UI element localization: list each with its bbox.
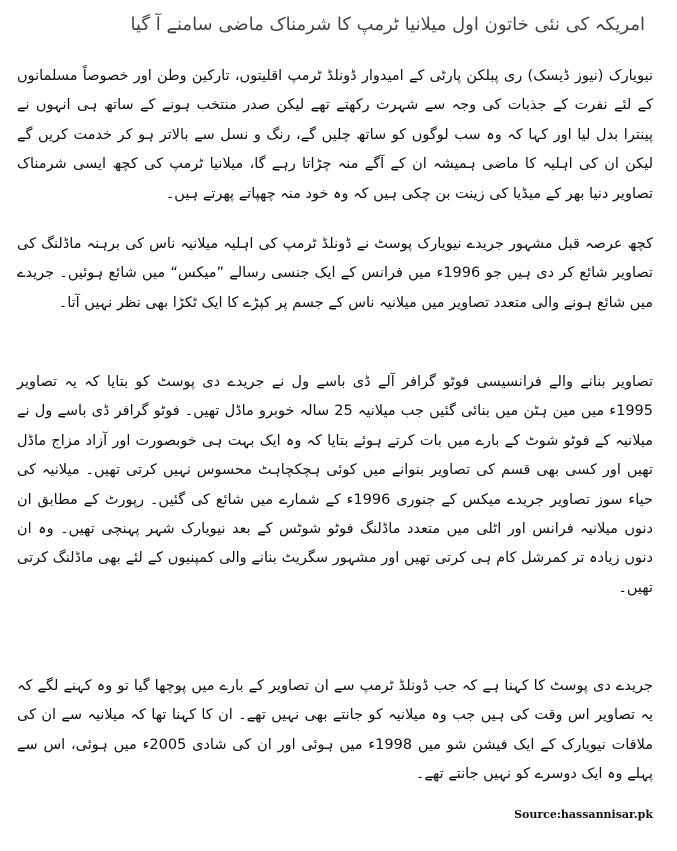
article-paragraph-3: تصاویر بنانے والے فرانسیسی فوٹو گرافر آلے ڈی باسے ول نے جریدے دی پوسٹ کو بتایا کہ یہ تصاویر 1995ء میں مین ہٹن میں بنائی گئیں جب میلانیہ 25 سالہ خوبرو ماڈل تھیں۔ فوٹو گرافر ڈی باسے ول نے میلانیہ کے فوٹو شوٹ کے بارے میں بات کرتے ہوئے بتایا کہ وہ ایک بہت ہی خوبصورت اور آزاد مزاج ماڈل تھیں اور کسی بھی قسم کی تصاویر بنوانے میں کوئی ہچکچاہٹ محسوس نہیں کرتی تھیں۔ میلانیہ کی حیاء سوز تصاویر جریدے میکس کے جنوری 1996ء کے شمارے میں شائع کی گئیں۔ رپورٹ کے مطابق ان دنوں میلانیہ فرانس اور اٹلی میں متعدد ماڈلنگ فوٹو شوٹس کے بعد نیویارک شہر پہنچی تھیں۔ وہ ان دنوں زیادہ تر کمرشل کام ہی کرتی تھیں اور مشہور سگریٹ بنانے والی کمپنیوں کے لئے بھی ماڈلنگ کرتی تھیں۔ [17,374,653,596]
source-credit: Source:hassannisar.pk [514,808,653,821]
article-title: امریکہ کی نئی خاتون اول میلانیا ٹرمپ کا شرمناک ماضی سامنے آ گیا [130,14,645,35]
article-paragraph-2: کچھ عرصہ قبل مشہور جریدے نیویارک پوسٹ نے ڈونلڈ ٹرمپ کی اہلیہ میلانیہ ناس کی برہنہ ماڈلنگ کی تصاویر شائع کر دی ہیں جو 1996ء میں فرانس کے ایک جنسی رسالے ”میکس“ میں شائع ہوئیں۔ جریدے میں شائع ہونے والی متعدد تصاویر میں میلانیہ ناس کے جسم پر کپڑے کا ایک ٹکڑا بھی نظر نہیں آتا۔ [17,236,653,311]
article-paragraph-1: نیویارک (نیوز ڈیسک) ری پبلکن پارٹی کے امیدوار ڈونلڈ ٹرمپ اقلیتوں، تارکین وطن اور خصوصاً مسلمانوں کے لئے نفرت کے جذبات کی وجہ سے شہرت رکھتے تھے لیکن صدر منتخب ہونے کے ساتھ ہی انہوں نے پینترا بدل لیا اور کہا کہ وہ سب لوگوں کو ساتھ چلیں گے، رنگ و نسل سے بالاتر ہو کر خدمت کریں گے لیکن ان کی اہلیہ کا ماضی ہمیشہ ان کے آگے منہ چڑاتا رہے گا، میلانیا ٹرمپ کی کچھ ایسی شرمناک تصاویر دنیا بھر کے میڈیا کی زینت بن چکی ہیں کہ وہ خود منہ چھپاتے پھرتے ہیں۔ [17,68,653,202]
article-paragraph-4: جریدے دی پوسٹ کا کہنا ہے کہ جب ڈونلڈ ٹرمپ سے ان تصاویر کے بارے میں پوچھا گیا تو وہ کہنے لگے کہ یہ تصاویر اس وقت کی ہیں جب وہ میلانیہ کو جانتے بھی نہیں تھے۔ ان کا کہنا تھا کہ میلانیہ سے ان کی ملاقات نیویارک کے ایک فیشن شو میں 1998ء میں ہوئی اور ان کی شادی 2005ء میں ہوئی، اس سے پہلے وہ ایک دوسرے کو نہیں جانتے تھے۔ [17,678,653,783]
